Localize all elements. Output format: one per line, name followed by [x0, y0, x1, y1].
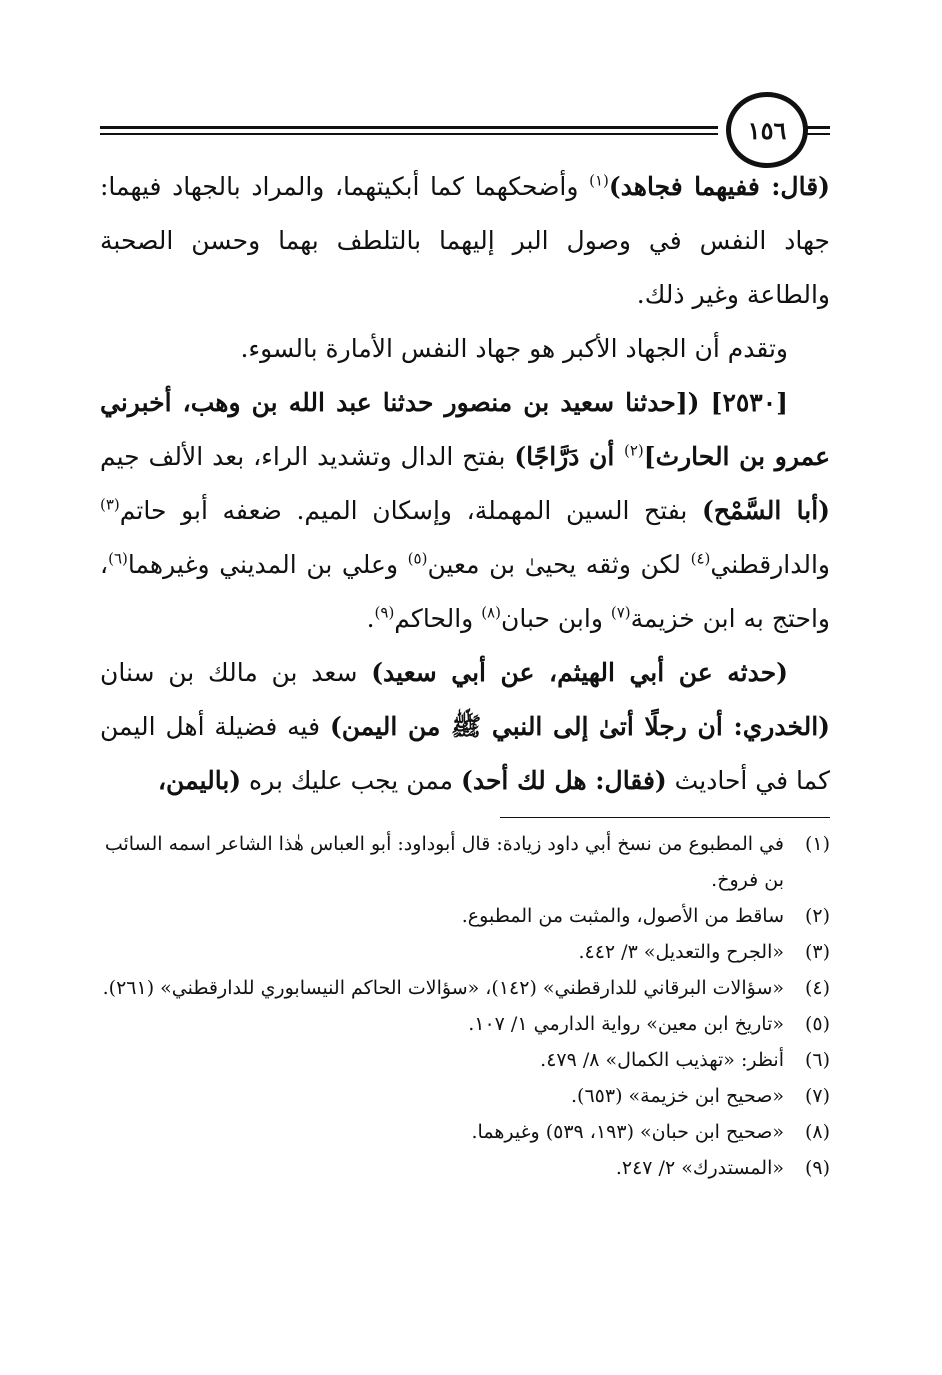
footnote — [100, 1078, 830, 1114]
footnote — [100, 970, 830, 1006]
commentary-text: وعلي بن المديني وغيرهما — [127, 550, 408, 579]
commentary-text: . — [366, 604, 375, 633]
footnote-ref: (٤) — [690, 549, 711, 568]
hadith-text: (حدثه عن أبي الهيثم، عن أبي سعيد) — [371, 658, 788, 687]
footnote-text: «الجرح والتعديل» ٣/ ٤٤٢. — [578, 941, 784, 963]
hadith-text: أن دَرَّاجًا) — [514, 442, 624, 471]
commentary-text: وتقدم أن الجهاد الأكبر هو جهاد النفس الأمارة بالسوء. — [240, 334, 788, 363]
footnote-number: (٤) — [804, 977, 830, 999]
footnote-text: أنظر: «تهذيب الكمال» ٨/ ٤٧٩. — [540, 1049, 784, 1071]
header-rule-bottom — [100, 133, 718, 135]
footnote-separator — [500, 817, 830, 818]
commentary-text: سعد بن مالك بن سنان — [100, 658, 372, 687]
paragraph — [100, 646, 830, 808]
footnote-ref: (٧) — [610, 603, 631, 622]
header-rule-stub-bottom — [806, 133, 830, 135]
commentary-text: وابن حبان — [500, 604, 611, 633]
hadith-text: (فقال: هل لك أحد) — [461, 766, 667, 795]
commentary-text: فيه فضيلة أهل اليمن كما في أحاديث — [100, 712, 830, 795]
footnote-text: «سؤالات البرقاني للدارقطني» (١٤٢)، «سؤالات الحاكم النيسابوري للدارقطني» (٢٦١). — [102, 977, 784, 999]
footnote — [100, 1042, 830, 1078]
hadith-text: (باليمن، — [157, 766, 242, 795]
commentary-text: ، واحتج به ابن خزيمة — [100, 550, 830, 633]
footnotes — [100, 826, 830, 1186]
footnote — [100, 1114, 830, 1150]
footnote-number: (٥) — [804, 1013, 830, 1035]
main-text — [100, 160, 830, 808]
commentary-text: لكن وثقه يحيىٰ بن معين — [427, 550, 691, 579]
hadith-text: (الخدري: أن رجلًا أتىٰ إلى النبي ﷺ من اليمن) — [329, 712, 830, 741]
footnote-text: «صحيح ابن خزيمة» (٦٥٣). — [571, 1085, 784, 1107]
header-rule-stub-top — [806, 126, 830, 129]
footnote-ref: (٨) — [481, 603, 501, 622]
footnote-ref: (١) — [589, 171, 609, 190]
footnote-number: (١) — [804, 833, 830, 855]
footnote-ref: (٥) — [407, 549, 428, 568]
footnote-ref: (٢) — [623, 441, 644, 460]
footnote — [100, 898, 830, 934]
commentary-text: والحاكم — [394, 604, 482, 633]
hadith-text: (قال: ففيهما فجاهد) — [608, 172, 830, 201]
footnote — [100, 826, 830, 898]
hadith-text: (أبا السَّمْح) — [701, 496, 831, 525]
footnote-text: ساقط من الأصول، والمثبت من المطبوع. — [461, 905, 784, 927]
footnote-text: «صحيح ابن حبان» (١٩٣، ٥٣٩) وغيرهما. — [471, 1121, 784, 1143]
footnote-text: في المطبوع من نسخ أبي داود زيادة: قال أبوداود: أبو العباس هٰذا الشاعر اسمه السائب بن فروخ. — [104, 833, 784, 891]
footnote-text: «تاريخ ابن معين» رواية الدارمي ١/ ١٠٧. — [468, 1013, 784, 1035]
footnote-number: (٧) — [804, 1085, 830, 1107]
footnote-number: (٦) — [804, 1049, 830, 1071]
commentary-text: وأضحكهما كما أبكيتهما، والمراد بالجهاد فيهما: جهاد النفس في وصول البر إليهما بالتلطف بهما وحسن الصحبة والطاعة وغير ذلك. — [100, 172, 830, 309]
paragraph — [100, 376, 830, 646]
header-rule-top — [100, 126, 718, 129]
footnote — [100, 934, 830, 970]
footnote-ref: (٩) — [374, 603, 395, 622]
footnote-text: «المستدرك» ٢/ ٢٤٧. — [615, 1157, 784, 1179]
paragraph — [100, 322, 830, 376]
commentary-text: بفتح الدال وتشديد الراء، بعد الألف جيم — [100, 442, 515, 471]
footnote — [100, 1006, 830, 1042]
footnote — [100, 1150, 830, 1186]
footnote-number: (٨) — [804, 1121, 830, 1143]
commentary-text: بفتح السين المهملة، وإسكان الميم. ضعفه أبو حاتم — [119, 496, 702, 525]
page-number: ١٥٦ — [726, 92, 808, 168]
paragraph — [100, 160, 830, 322]
footnote-number: (٣) — [804, 941, 830, 963]
footnote-ref: (٣) — [100, 495, 120, 514]
footnote-number: (٢) — [804, 905, 830, 927]
commentary-text: والدارقطني — [710, 550, 830, 579]
footnote-number: (٩) — [804, 1157, 830, 1179]
hadith-text: [٢٥٣٠] ([حدثنا سعيد بن منصور حدثنا عبد الله بن وهب، أخبرني عمرو بن الحارث] — [100, 388, 830, 471]
commentary-text: ممن يجب عليك بره — [241, 766, 462, 795]
footnote-ref: (٦) — [108, 549, 128, 568]
